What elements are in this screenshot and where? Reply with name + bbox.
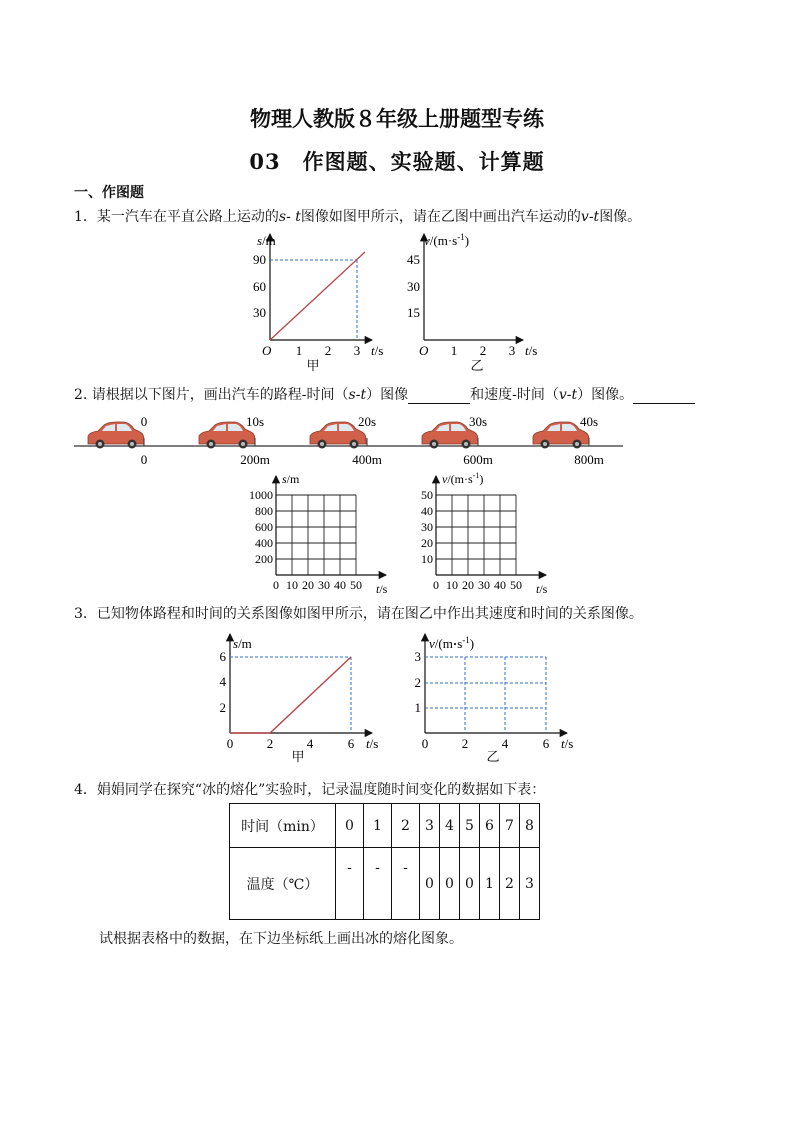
x-tick-label: 4	[306, 736, 314, 751]
x-tick-label: 6	[347, 736, 355, 751]
x-tick-label: 2	[266, 736, 274, 751]
x-axis-label: t/s	[525, 343, 538, 358]
y-tick-label: 4	[219, 674, 226, 689]
table-cell: 3	[420, 804, 440, 848]
y-tick-label: 30	[421, 520, 433, 534]
table-row-header: 时间（min）	[230, 804, 336, 848]
x-axis-label: t/s	[376, 582, 388, 596]
x-tick-label: 30	[318, 578, 330, 592]
x-axis-label: t/s	[366, 736, 379, 751]
x-tick-label: 20	[302, 578, 314, 592]
x-tick-label: 50	[350, 578, 362, 592]
x-tick-label: 6	[542, 736, 550, 751]
q1-graph-jia	[240, 228, 400, 378]
time-label: 30s	[468, 414, 488, 429]
time-label: 10s	[245, 414, 265, 429]
time-label: 20s	[357, 414, 377, 429]
y-tick-label: 800	[255, 504, 273, 518]
table-cell: 0	[420, 848, 440, 920]
question-2-text: 2. 请根据以下图片，画出汽车的路程-时间（s-t）图像 和速度-时间（v-t）图像。	[74, 384, 695, 404]
y-tick-label: 600	[255, 520, 273, 534]
series-line	[230, 657, 351, 733]
x-tick-label: 40	[494, 578, 506, 592]
y-tick-label: 400	[255, 536, 273, 550]
question-3-text: 3．已知物体路程和时间的关系图像如图甲所示，请在图乙中作出其速度和时间的关系图像。	[74, 606, 643, 622]
y-tick-label: 60	[253, 279, 266, 294]
x-tick-label: 2	[461, 736, 469, 751]
y-axis-label: s/m	[282, 472, 300, 486]
x-tick-label: 0	[273, 578, 279, 592]
data-table	[229, 803, 540, 920]
y-tick-label: 20	[421, 536, 433, 550]
x-tick-label: 0	[226, 736, 234, 751]
table-cell: -	[336, 848, 364, 920]
x-tick-label: 2	[324, 343, 332, 358]
y-tick-label: 3	[414, 649, 421, 664]
x-tick-label: 30	[478, 578, 490, 592]
x-tick-label: 3	[353, 343, 361, 358]
page-title: 物理人教版８年级上册题型专练	[250, 106, 544, 131]
time-label: 40s	[579, 414, 599, 429]
x-axis-label: t/s	[536, 582, 548, 596]
table-cell: 2	[500, 848, 520, 920]
x-tick-label: 0	[433, 578, 439, 592]
table-row	[230, 804, 540, 848]
y-axis-label: s/m	[233, 636, 252, 651]
question-1-text: 1．某一汽车在平直公路上运动的s- t图像如图甲所示，请在乙图中画出汽车运动的v-t图像。	[74, 209, 642, 225]
distance-label: 0	[140, 452, 148, 467]
y-tick-label: 6	[219, 649, 226, 664]
table-note: 试根据表格中的数据，在下边坐标纸上画出冰的熔化图象。	[99, 931, 463, 947]
y-tick-label: 30	[253, 305, 266, 320]
figure-caption: 乙	[470, 358, 484, 373]
y-tick-label: 2	[219, 700, 226, 715]
y-tick-label: 40	[421, 504, 433, 518]
q1-graph-yi	[397, 228, 557, 378]
origin-label: O	[419, 343, 429, 358]
table-row-header: 温度（℃）	[230, 848, 336, 920]
y-axis-label: $v/(m\cdot s^{-1})$	[429, 635, 475, 651]
x-tick-label: 1	[450, 343, 458, 358]
x-tick-label: 0	[421, 736, 429, 751]
figure-caption: 甲	[291, 749, 305, 764]
x-tick-label: 50	[510, 578, 522, 592]
y-tick-label: 1	[414, 700, 421, 715]
table-cell: 3	[520, 848, 540, 920]
q3-graph-yi	[405, 630, 585, 765]
distance-label: 800m	[574, 452, 604, 467]
table-row	[230, 848, 540, 920]
y-tick-label: 45	[407, 252, 420, 267]
y-tick-label: 90	[253, 252, 266, 267]
table-cell: 8	[520, 804, 540, 848]
figure-caption: 甲	[306, 358, 320, 373]
x-tick-label: 20	[462, 578, 474, 592]
y-tick-label: 200	[255, 552, 273, 566]
q2-grid-st	[240, 470, 400, 598]
answer-blank[interactable]	[408, 389, 470, 404]
grid	[436, 495, 516, 575]
distance-label: 200m	[240, 452, 270, 467]
section-heading: 一、作图题	[74, 185, 144, 201]
origin-label: O	[262, 343, 272, 358]
table-cell: -	[392, 848, 420, 920]
y-axis-label: s/m	[257, 233, 276, 248]
x-tick-label: 10	[286, 578, 298, 592]
x-axis-label: t/s	[561, 736, 574, 751]
table-cell: 6	[480, 804, 500, 848]
x-tick-label: 40	[334, 578, 346, 592]
y-tick-label: 15	[407, 305, 420, 320]
table-cell: 0	[440, 848, 460, 920]
table-cell: 5	[460, 804, 480, 848]
answer-blank[interactable]	[633, 389, 695, 404]
distance-label: 400m	[352, 452, 382, 467]
y-tick-label: 10	[421, 552, 433, 566]
q2-grid-vt	[402, 470, 562, 598]
x-tick-label: 1	[295, 343, 303, 358]
time-label: 0	[140, 414, 148, 429]
y-tick-label: 2	[414, 675, 421, 690]
grid	[276, 495, 356, 575]
x-axis-label: t/s	[371, 343, 384, 358]
y-axis-label: $v/(m\cdot s^{-1})$	[442, 471, 484, 486]
question-4-text: 4．娟娟同学在探究“冰的熔化”实验时，记录温度随时间变化的数据如下表：	[74, 782, 546, 798]
y-axis-label: $v/(m\cdot s^{-1})$	[424, 232, 470, 248]
q3-graph-jia	[210, 630, 390, 765]
y-tick-label: 1000	[249, 488, 273, 502]
distance-label: 600m	[463, 452, 493, 467]
table-cell: 0	[336, 804, 364, 848]
y-tick-label: 50	[421, 488, 433, 502]
figure-caption: 乙	[486, 749, 500, 764]
table-cell: 7	[500, 804, 520, 848]
table-cell: -	[364, 848, 392, 920]
table-cell: 2	[392, 804, 420, 848]
car-motion-strip	[70, 408, 630, 470]
table-cell: 1	[364, 804, 392, 848]
x-tick-label: 10	[446, 578, 458, 592]
table-cell: 4	[440, 804, 460, 848]
x-tick-label: 4	[501, 736, 509, 751]
x-tick-label: 2	[479, 343, 487, 358]
table-cell: 1	[480, 848, 500, 920]
table-cell: 0	[460, 848, 480, 920]
series-line	[270, 252, 365, 340]
page-subtitle: 03 作图题、实验题、计算题	[249, 149, 545, 174]
guide-grid	[425, 657, 546, 733]
y-tick-label: 30	[407, 279, 420, 294]
x-tick-label: 3	[508, 343, 516, 358]
car-icon	[88, 422, 144, 449]
